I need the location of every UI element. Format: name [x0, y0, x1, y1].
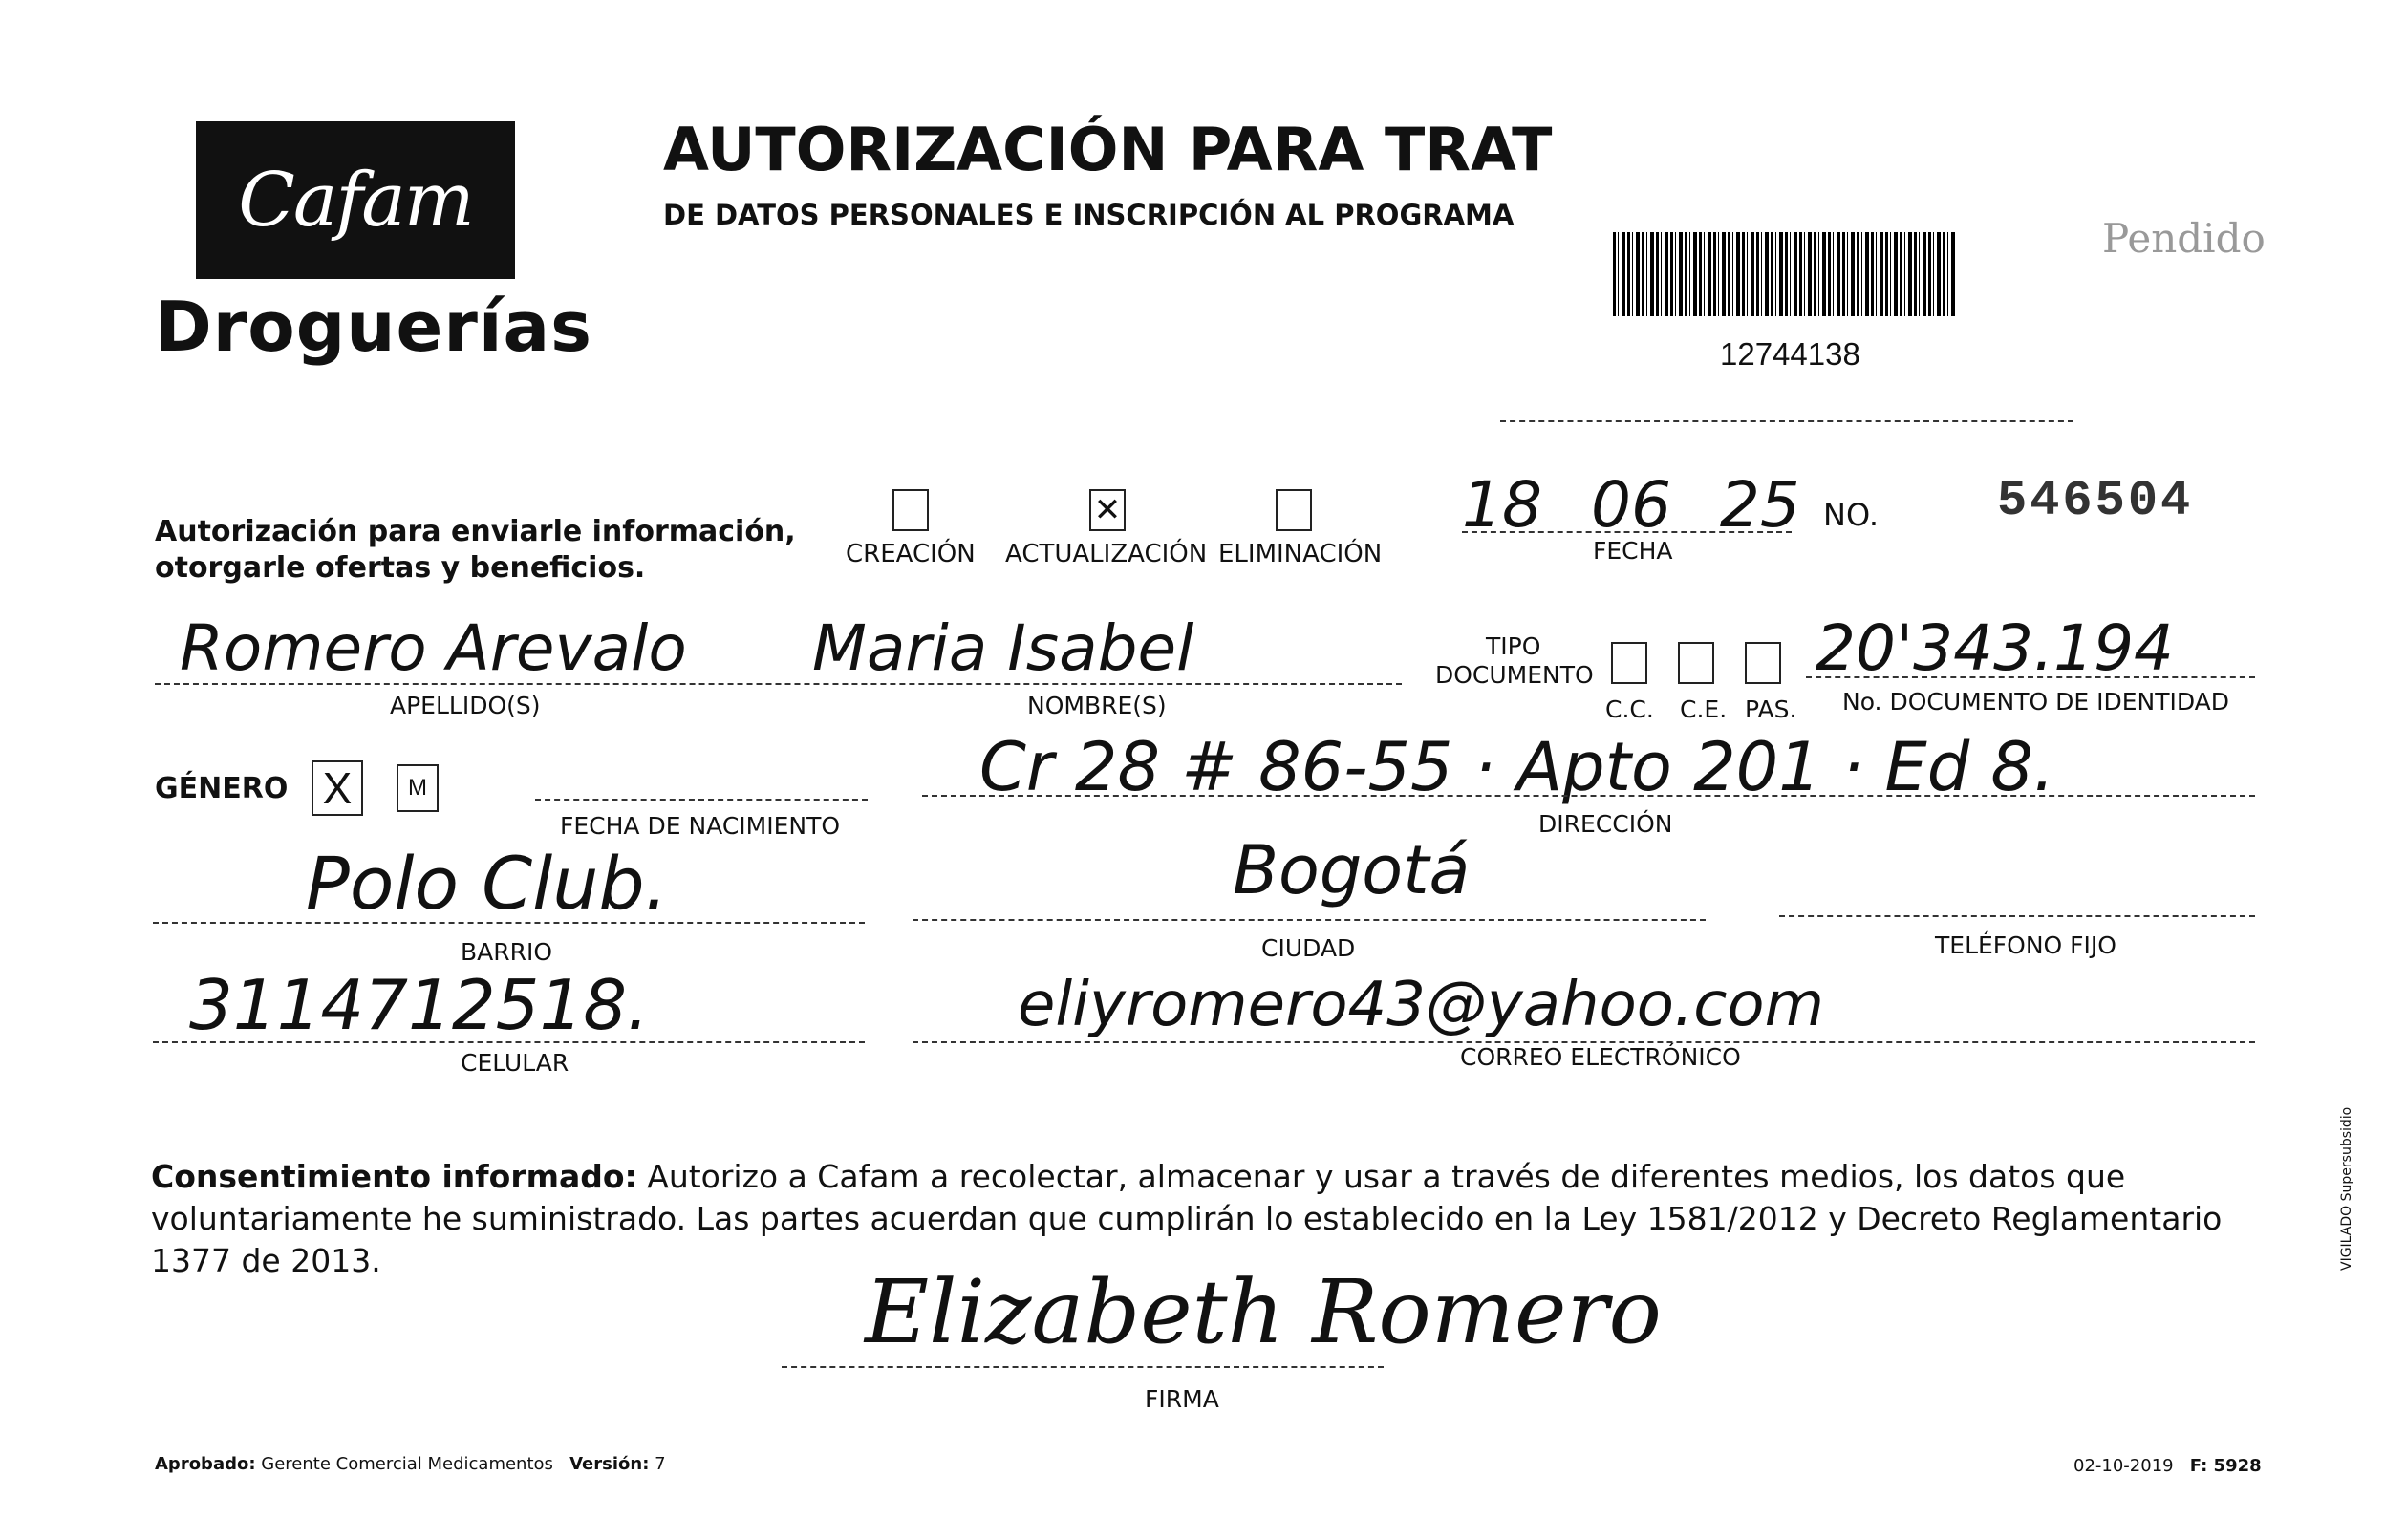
ce-checkbox[interactable] [1678, 642, 1714, 684]
barrio-line [153, 922, 865, 924]
aprobado-label: Aprobado: [155, 1454, 256, 1474]
actualizacion-checkbox[interactable]: ✕ [1089, 489, 1126, 531]
doc-number-line [1806, 676, 2255, 678]
pas-checkbox[interactable] [1745, 642, 1781, 684]
telefono-label: TELÉFONO FIJO [1935, 931, 2116, 959]
signature-value: Elizabeth Romero [865, 1261, 1662, 1363]
creacion-label: CREACIÓN [846, 540, 976, 568]
creacion-checkbox[interactable] [892, 489, 929, 531]
footer-approval [155, 1454, 666, 1474]
doc-number-value: 20'343.194 [1816, 611, 2175, 685]
pas-label: PAS. [1745, 695, 1797, 723]
signature-line [782, 1366, 1384, 1368]
logo-text: Cafam [238, 157, 473, 244]
apellidos-value: Romero Arevalo [180, 611, 687, 685]
actualizacion-label: ACTUALIZACIÓN [1005, 540, 1208, 568]
doc-number-label: No. DOCUMENTO DE IDENTIDAD [1842, 688, 2230, 716]
barcode-number: 12744138 [1720, 336, 1860, 372]
nombres-value: Maria Isabel [812, 611, 1194, 685]
ce-label: C.E. [1680, 695, 1728, 723]
celular-line [153, 1041, 865, 1043]
tipo-doc-label-1: TIPO [1486, 632, 1541, 660]
address-line [922, 795, 2255, 797]
telefono-line [1779, 915, 2255, 917]
birth-label: FECHA DE NACIMIENTO [560, 812, 841, 840]
address-value: Cr 28 # 86-55 · Apto 201 · Ed 8. [979, 728, 2055, 806]
tipo-doc-label-2: DOCUMENTO [1435, 661, 1594, 689]
side-vigilado-text: VIGILADO Supersubsidio [2339, 1106, 2354, 1271]
barrio-label: BARRIO [461, 938, 553, 966]
version-label: Versión: [569, 1454, 650, 1474]
eliminacion-label: ELIMINACIÓN [1218, 540, 1383, 568]
footer-date: 02-10-2019 [2073, 1456, 2174, 1476]
fecha-label: FECHA [1593, 537, 1673, 565]
version-value: 7 [655, 1454, 666, 1474]
eliminacion-checkbox[interactable] [1276, 489, 1312, 531]
consent-body: Autorizo a Cafam a recolectar, almacenar y usar a través de diferentes medios, los datos que voluntariamente he suministrado. Las partes acuerdan que cumplirán lo establecido en la Ley 1581/2012 y Decreto Reglamentario 1377 de 2013. [151, 1158, 2223, 1279]
cc-label: C.C. [1605, 695, 1654, 723]
genero-f-checkbox[interactable]: X [312, 760, 363, 816]
names-line [155, 683, 1402, 685]
signature-label: FIRMA [1145, 1385, 1219, 1413]
celular-label: CELULAR [461, 1049, 569, 1077]
authorization-line-2: otorgarle ofertas y beneficios. [155, 551, 646, 585]
barrio-value: Polo Club. [306, 841, 668, 926]
nombres-label: NOMBRE(S) [1027, 692, 1167, 719]
form-subtitle: DE DATOS PERSONALES E INSCRIPCIÓN AL PROGRAMA [663, 199, 1515, 231]
genero-m-checkbox[interactable]: M [397, 764, 439, 812]
celular-value: 3114712518. [189, 965, 649, 1045]
form-title: AUTORIZACIÓN PARA TRAT [663, 115, 1553, 184]
brand-subtitle: Droguerías [155, 287, 592, 367]
fecha-line [1462, 531, 1792, 533]
barcode [1613, 232, 1957, 316]
numero-label: NO. [1823, 497, 1879, 533]
aprobado-value: Gerente Comercial Medicamentos [261, 1454, 553, 1474]
fecha-value: 18 06 25 [1462, 468, 1800, 542]
form-code: F: 5928 [2189, 1456, 2262, 1476]
ciudad-line [913, 919, 1706, 921]
address-label: DIRECCIÓN [1538, 810, 1673, 838]
genero-label: GÉNERO [155, 772, 289, 805]
authorization-line-1: Autorización para enviarle información, [155, 515, 796, 548]
footer-date-code [2073, 1456, 2262, 1476]
apellidos-label: APELLIDO(S) [390, 692, 541, 719]
stamp-text: Pendido [2102, 215, 2266, 262]
ciudad-label: CIUDAD [1261, 934, 1356, 962]
consent-heading: Consentimiento informado: [151, 1158, 637, 1195]
ciudad-value: Bogotá [1233, 831, 1471, 909]
header-divider [1500, 420, 2073, 422]
correo-value: eliyromero43@yahoo.com [1018, 970, 1824, 1040]
numero-value: 546504 [1997, 473, 2194, 529]
authorization-heading [155, 514, 796, 587]
birth-line [535, 799, 868, 801]
correo-label: CORREO ELECTRÓNICO [1460, 1043, 1741, 1071]
cc-checkbox[interactable] [1611, 642, 1647, 684]
cafam-logo [196, 121, 515, 279]
